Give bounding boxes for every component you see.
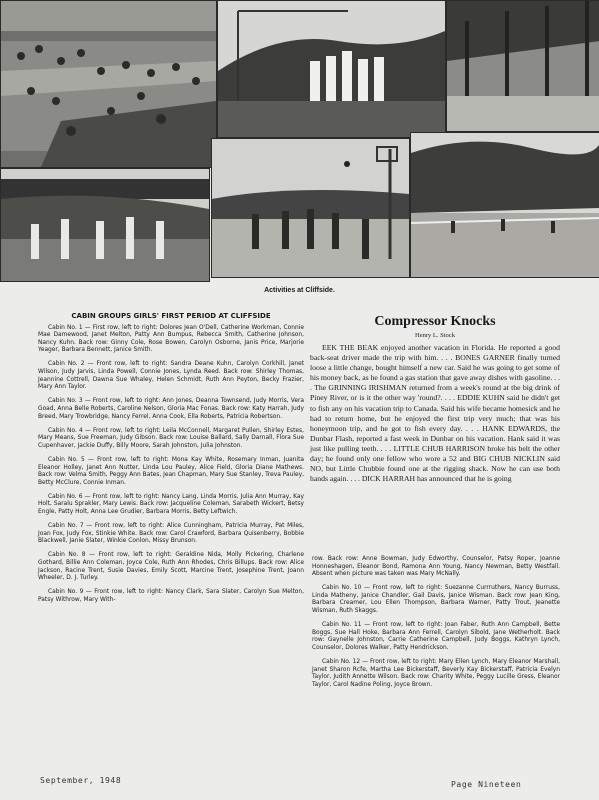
article-title: Compressor Knocks — [374, 314, 496, 329]
cabin-paragraph: Cabin No. 12 — Front row, left to right: Mary Ellen Lynch, Mary Eleanor Marshall, Janet Sharon Rcfe, Martha Lee Bickerstaff, Beverly Kay Bickerstaff, Patricia Evelyn Taylor, Judith Annette Wilson. Back row: Charity White, Peggy Lucille Gress, Eleanor Taylor, Carol Nadine Poling, Joyce Brown. — [312, 659, 560, 688]
cabin-groups-heading: CABIN GROUPS GIRLS' FIRST PERIOD AT CLIFFSIDE — [71, 312, 271, 320]
cabin-paragraph: Cabin No. 9 — Front row, left to right: Nancy Clark, Sara Slater, Carolyn Sue Melton, Patsy Withrow, Mary With- — [38, 589, 304, 603]
cabin-paragraph: Cabin No. 8 — Front row, left to right: Geraldine Nida, Molly Pickering, Charlene Gothard, Billie Ann Coleman, Joyce Cole, Ruth Ann Rhodes, Chris Billups. Back row: Alice Jackson, Racine Trent, Susie Davies, Emily Scott, Marcine Trent, Josephine Trent, Joann Wheeler, D. J. Turley. — [38, 552, 304, 582]
cabin-paragraph: Cabin No. 10 — Front row, left to right: Suezanne Currruthers, Nancy Burruss, Linda Matheny, Janice Chandler, Gail Davis, Janice Wisman. Back row: Jean King, Barbara Creamer, Lou Ellen Thompson, Barbara Warner, Patty Trout, Jeanette Wisman, Ruth Skaggs. — [312, 585, 560, 615]
group-scene-icon — [218, 1, 445, 137]
photo-swimming-pool — [0, 0, 217, 168]
cabin-paragraph: Cabin No. 4 — Front row, left to right: Leila McConnell, Margaret Pullen, Shirley Estes, Mary Means, Sue Freeman, Judy Gibson. Back row: Louise Ballard, Sally Darnall, Flora Sue Cupenhaver, Jackie Duffy, Billy Moore, Sarah Johnston, Julia Johnston. — [38, 427, 304, 449]
cabin-paragraph: Cabin No. 11 — Front row, left to right: Joan Faber, Ruth Ann Campbell, Bette Boggs, Sue Hall Hoke, Barbara Ann Ferrell, Carolyn Sibold, Jane Wetherholt. Back row: Gaynelle Johnston, Carrie Catherine Campbell, Judy Boggs, Kathryn Lynch, Counselor, Dolores Walker, Patty Hendrickson. — [312, 622, 560, 651]
basketball-scene-icon — [212, 139, 409, 277]
article-column — [310, 314, 560, 484]
cabin-paragraph: Cabin No. 3 — Front row, left to right: Ann Jones, Deanna Townsend, Judy Morris, Vera Goad, Anna Belle Roberts, Caroline Nelson, Gloria Mac Fonas. Back row: Katy Harrah, Judy Breed, Mary Trowbridge, Nancy Ferrel, Anna Cook, Ella Roberts, Patricia Robertson. — [38, 398, 304, 420]
photo-archery — [0, 168, 210, 282]
photo-basketball — [211, 138, 410, 278]
pavilion-scene-icon — [447, 1, 599, 131]
cabin-paragraph: row. Back row: Anne Bowman, Judy Edworthy, Counselor, Patsy Roper, Joanne Honneshagen, Eleanor Bond, Ramona Ann Young, Nancy Newman, Betty Westfall. Absent when picture was taken was Mary McNally. — [312, 556, 560, 578]
cabin-paragraph: Cabin No. 6 — Front row, left to right: Nancy Lang, Linda Morris, Julia Ann Murray, Kay Holt, Saralu Sprakler, Mary Lewis. Back row: Jacqueline Coleman, Sarabeth Wickert, Betsy Engle, Patty Holt, Anna Lee Grudier, Barbara Morris, Betty Leftwich. — [38, 493, 304, 515]
photo-girls-group — [217, 0, 446, 138]
pool-scene-icon — [1, 1, 216, 167]
cabin-paragraph: Cabin No. 5 — Front row, left to right: Mona Kay White, Rosemary Inman, Juanita Eleanor Holley, Janet Ann Nutter, Linda Lou Pauley, Alice Field, Gloria Diane Mathews. Back row: Velma Smith, Peggy Ann Bates, Jean Chapman, Mary Sue Stanley, Treva Pauley, Betty McClure, Connie Inman. — [38, 456, 304, 486]
cabin-groups-column — [38, 313, 304, 611]
article-byline: Henry L. Stock — [415, 332, 455, 339]
photo-field-play — [410, 132, 599, 278]
footer-page-number: Page Nineteen — [451, 780, 522, 789]
article-body: EEK THE BEAK enjoyed another vacation in Florida. He reported a good back-seat driver made the trip with him. . . . BONES GARNER finally turned loose a little change, bought himself a new car. Said he was going to get some of his money back, as he found a gas station that gave away dishes with gasoline. . . . The GRINNING IRISHMAN returned from a week's round at the big drink of Piney River, or is it the other way 'round?. . . . EDDIE KUHN said he didn't get to fish any on his vacation trip to Canada. Said his wife became homesick and he had to return home, but he enjoyed the first trip very much; that was his honeymoon trip, and he got to fish every day. . . . HANK EDWARDS, the Dunbar Flash, reported a fast week in Dunbar on his vacation. Hank said it was just like pulling teeth. . . . LITTLE CHUB HARRISON broke his belt the other day; he found only one fellow who wore a 52 and BIG CHUB NICKLIN said NO, but Little Chubbie found one at the rigging shack. Now he can use both hands again. . . . DICK HARRAH has announced that he is going — [310, 343, 560, 484]
archery-scene-icon — [1, 169, 209, 281]
footer-date: September, 1948 — [40, 776, 122, 785]
cabin-groups-continued — [312, 556, 560, 696]
photo-pavilion — [446, 0, 599, 132]
field-scene-icon — [411, 133, 599, 277]
cabin-paragraph: Cabin No. 7 — Front row, left to right: Alice Cunningham, Patricia Murray, Pat Miles, Joan Fox, Judy Fox, Stinkie White. Back row: Carol Crawford, Barbara Quisenberry, Bobbie Blackwell, Janie Slater, Winkie Conlon, Missy Brunson. — [38, 523, 304, 545]
cabin-paragraph: Cabin No. 1 — First row, left to right: Dolores Jean O'Dell, Catherine Workman, Connie Mae Damewood, Janet Melton, Patty Ann Bumpus, Rebecca Smith, Catherine Johnson, Nancy Kuhn. Back row: Ginny Cole, Rose Bowen, Carolyn Osborne, Janis Price, Marjorie Yeager, Barbara Bennett, Janice Smith. — [38, 324, 304, 354]
photo-caption: Activities at Cliffside. — [264, 287, 335, 294]
cabin-paragraph: Cabin No. 2 — Front row, left to right: Sandra Deane Kuhn, Carolyn Corkhill, Janet Wilson, Judy Jarvis, Linda Powell, Connie Jones, Lynda Reed. Back row: Shirley Thomas, Jeannine Cottrell, Dawna Sue Whaley, Helen Schmidt, Ruth Ann Peyton, Becky Frazier, Mary Ann Taylor. — [38, 361, 304, 391]
